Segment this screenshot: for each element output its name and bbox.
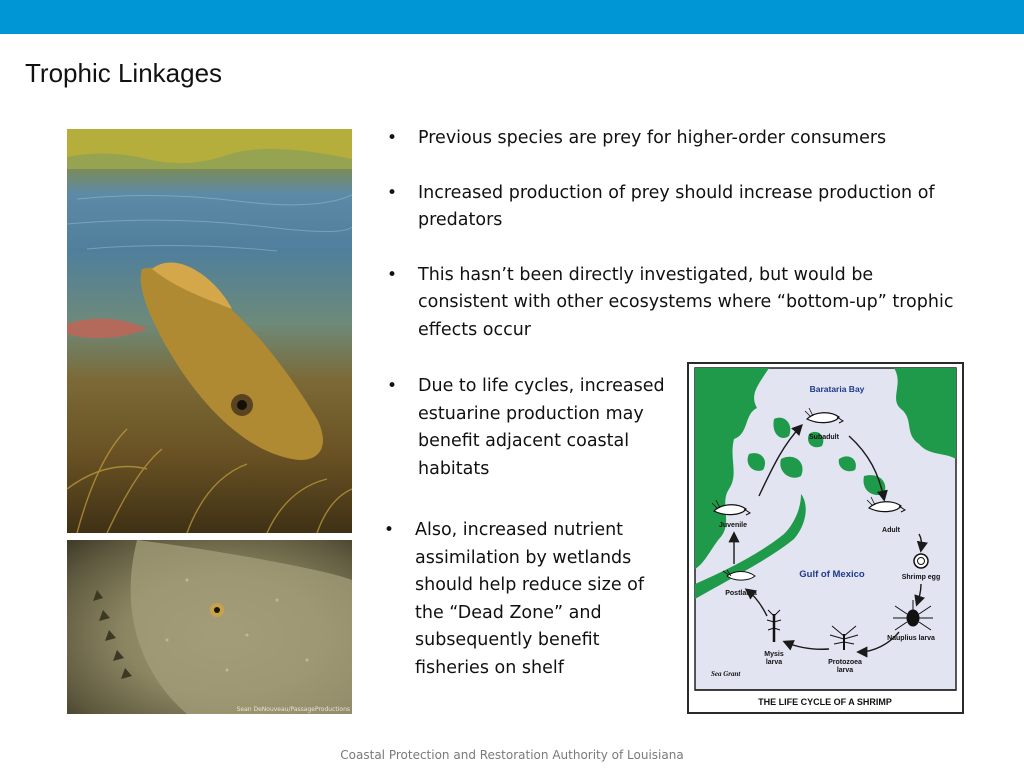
redfish-photo xyxy=(67,129,352,533)
bullet-list-middle xyxy=(385,373,665,483)
stage-postlarva: Postlarva xyxy=(725,590,757,597)
label-barataria-bay: Barataria Bay xyxy=(809,384,865,394)
stage-shrimp-egg: Shrimp egg xyxy=(901,574,941,581)
stage-subadult: Subadult xyxy=(809,434,839,441)
diagram-caption: THE LIFE CYCLE OF A SHRIMP xyxy=(758,697,892,707)
bullet-item: • Also, increased nutrient assimilation by wetlands should help reduce size of the “Dead Zone” and subsequently benefit fisheries on shelf xyxy=(382,517,672,682)
bullet-list-top xyxy=(385,125,965,371)
header-bar xyxy=(0,0,1024,34)
bullet-item: • Previous species are prey for higher-order consumers xyxy=(385,125,965,153)
stage-protozoea-1: Protozoea xyxy=(828,659,862,666)
flounder-photo xyxy=(67,540,352,714)
bullet-list-bottom xyxy=(382,517,672,682)
stage-nauplius-larva: Nauplius larva xyxy=(887,635,935,642)
stage-juvenile: Juvenile xyxy=(718,522,748,529)
stage-adult: Adult xyxy=(882,527,900,534)
stage-mysis-2: larva xyxy=(765,659,783,666)
flounder-illustration xyxy=(67,540,352,714)
photo-credit: Sean DeNouveau/PassageProductions xyxy=(236,706,350,713)
bullet-item: • Due to life cycles, increased estuarine production may benefit adjacent coastal habitats xyxy=(385,373,665,483)
stage-protozoea-2: larva xyxy=(836,667,854,674)
sea-grant-logo: Sea Grant xyxy=(711,670,741,678)
slide-title: Trophic Linkages xyxy=(25,58,223,88)
shrimp-egg-icon xyxy=(914,554,928,568)
stage-mysis-1: Mysis xyxy=(764,651,784,658)
bullet-item: • Increased production of prey should increase production of predators xyxy=(385,180,965,235)
life-cycle-map xyxy=(689,364,962,712)
shrimp-life-cycle-diagram xyxy=(687,362,964,714)
redfish-illustration xyxy=(67,129,352,533)
bullet-item: • This hasn’t been directly investigated, but would be consistent with other ecosystems where “bottom-up” trophic effects occur xyxy=(385,262,965,345)
slide-footer: Coastal Protection and Restoration Authority of Louisiana xyxy=(340,748,684,762)
label-gulf-of-mexico: Gulf of Mexico xyxy=(799,569,865,580)
